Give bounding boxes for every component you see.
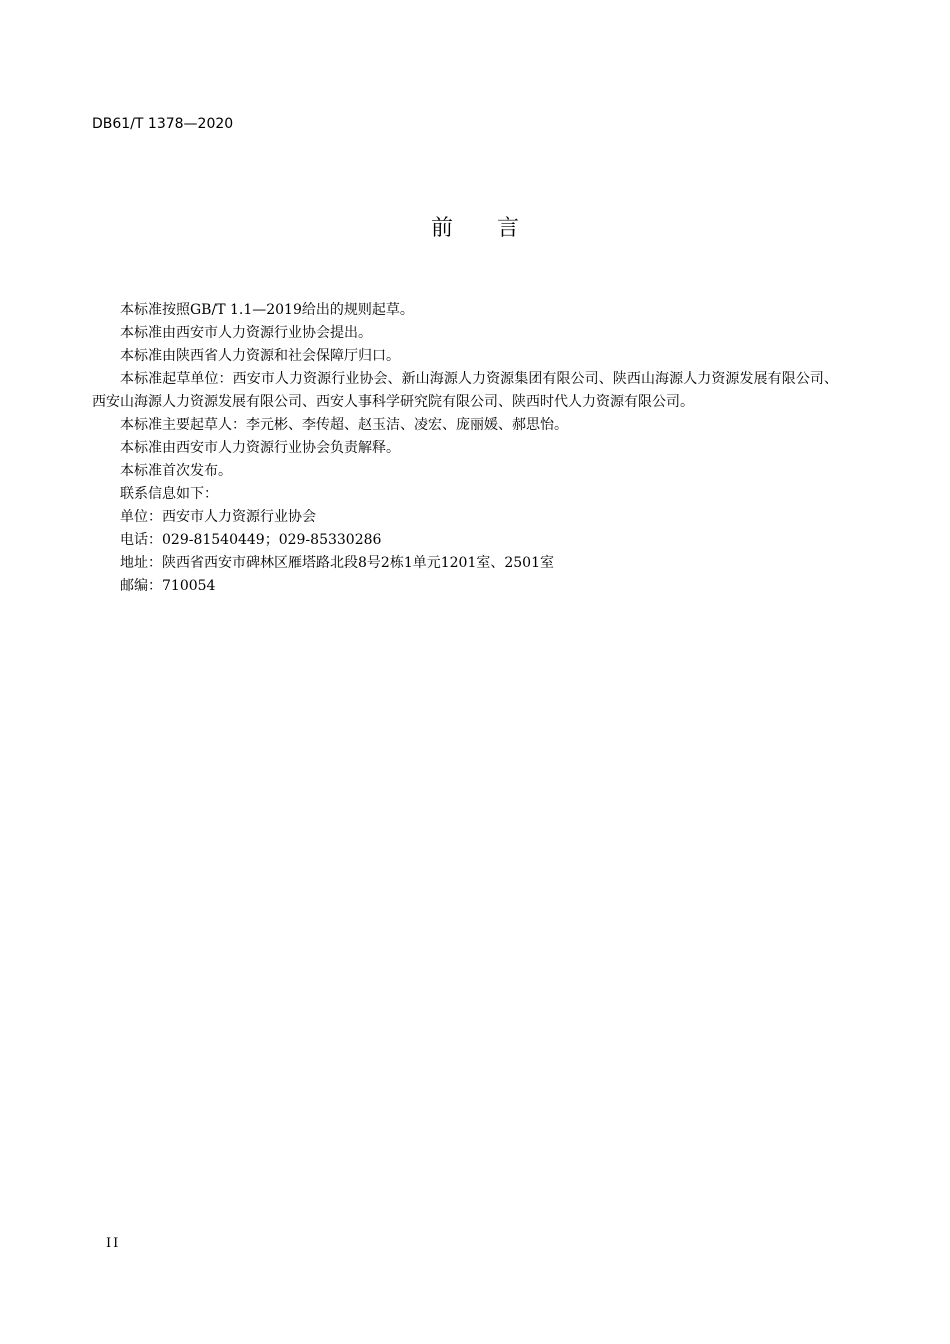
page-number: II xyxy=(106,1236,121,1251)
title-char-1: 前 xyxy=(430,216,453,241)
title-char-2: 言 xyxy=(497,216,520,241)
paragraph-drafters: 本标准主要起草人：李元彬、李传超、赵玉洁、凌宏、庞丽媛、郝思怡。 xyxy=(120,417,568,433)
paragraph-administration: 本标准由陕西省人力资源和社会保障厅归口。 xyxy=(120,348,400,364)
paragraph-proposer: 本标准由西安市人力资源行业协会提出。 xyxy=(120,325,372,341)
paragraph-contact-heading: 联系信息如下： xyxy=(120,486,218,502)
contact-phone: 电话：029-81540449；029-85330286 xyxy=(120,532,382,548)
paragraph-first-release: 本标准首次发布。 xyxy=(120,463,232,479)
paragraph-interpretation: 本标准由西安市人力资源行业协会负责解释。 xyxy=(120,440,400,456)
page-title xyxy=(0,212,950,246)
standard-code: DB61/T 1378—2020 xyxy=(92,116,234,132)
contact-unit: 单位：西安市人力资源行业协会 xyxy=(120,509,316,525)
paragraph-drafting-units: 本标准起草单位：西安市人力资源行业协会、新山海源人力资源集团有限公司、陕西山海源人力资源发展有限公司、西安山海源人力资源发展有限公司、西安人事科学研究院有限公司、陕西时代人力资源有限公司。 xyxy=(92,371,838,410)
foreword-body xyxy=(92,299,838,598)
contact-address: 地址：陕西省西安市碑林区雁塔路北段8号2栋1单元1201室、2501室 xyxy=(120,555,554,571)
paragraph-drafting-rules: 本标准按照GB/T 1.1—2019给出的规则起草。 xyxy=(120,302,414,318)
contact-postcode: 邮编：710054 xyxy=(120,578,216,594)
